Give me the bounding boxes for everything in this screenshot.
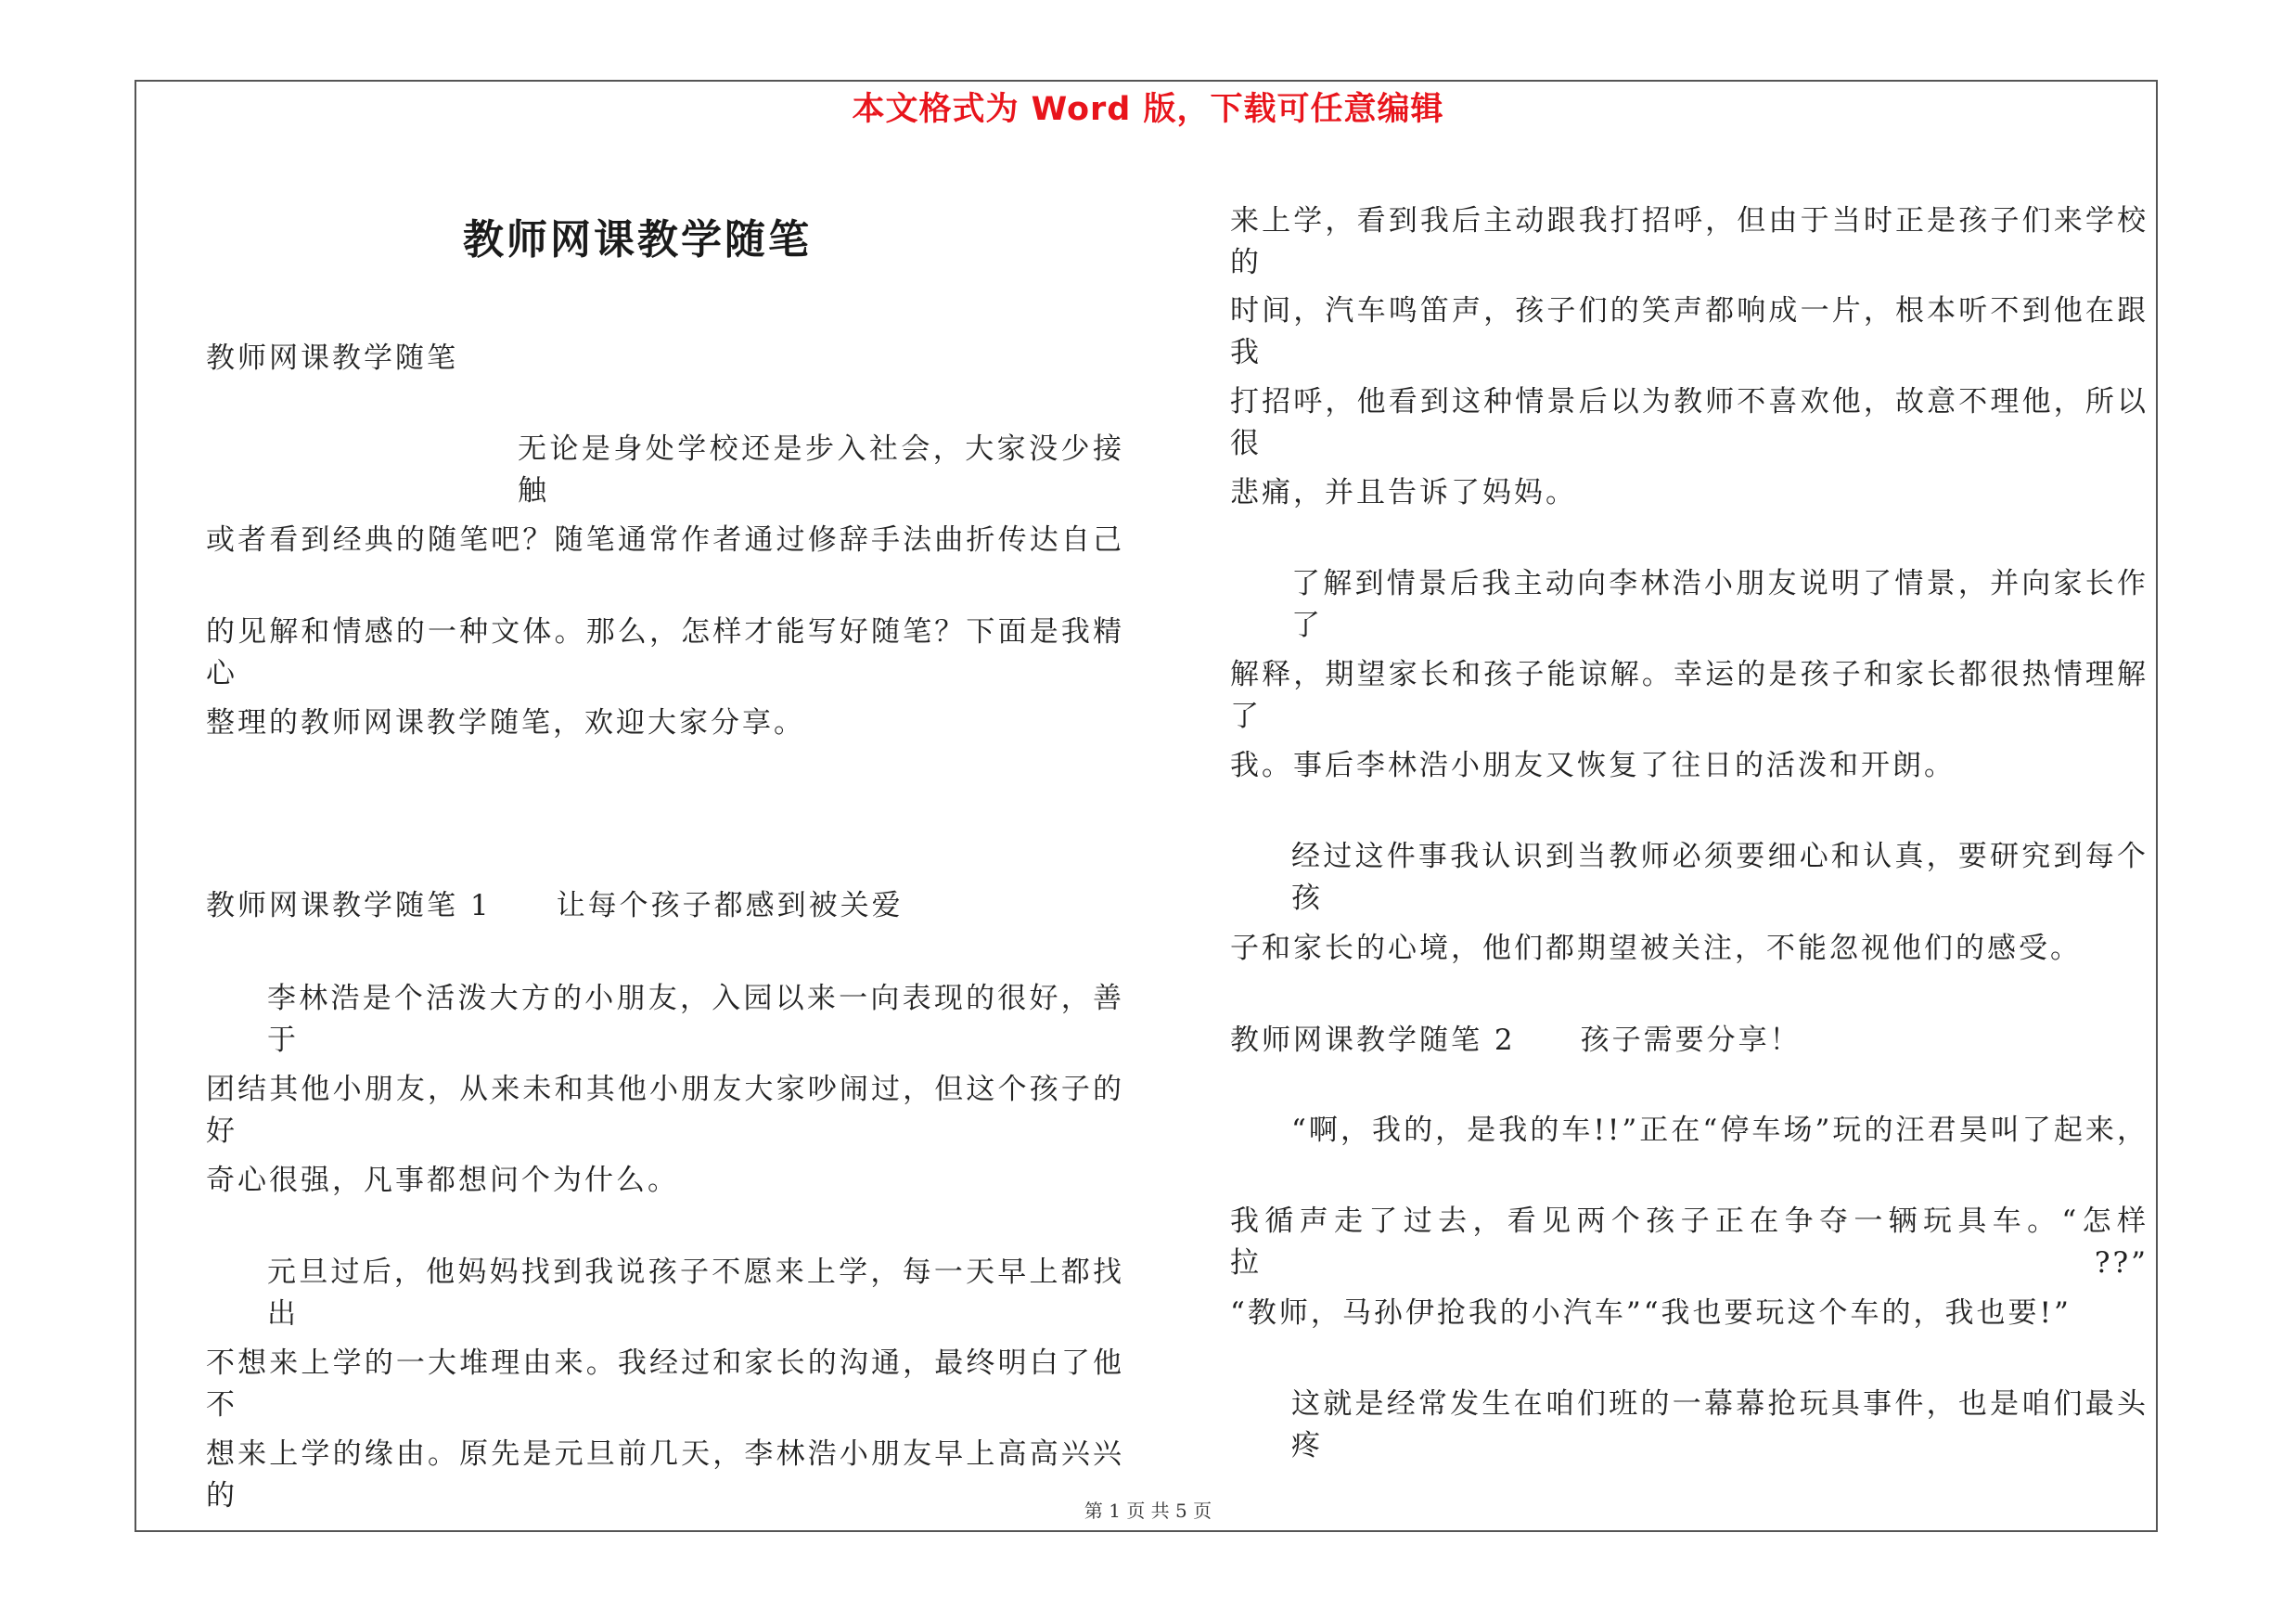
line-text: 的见解和情感的一种文体。那么，怎样才能写好随笔？下面是我精心 <box>206 615 1124 690</box>
line-text: 经过这件事我认识到当教师必须要细心和认真，要研究到每个孩 <box>1291 840 2148 915</box>
line-text: 解释，期望家长和孩子能谅解。幸运的是孩子和家长都很热情理解了 <box>1230 658 2148 733</box>
text-line <box>1230 832 2148 915</box>
section-subtitle: 让每个孩子都感到被关爱 <box>556 889 904 922</box>
text-line <box>1230 1106 2148 1147</box>
text-line <box>206 1065 1124 1148</box>
line-text: 我循声走了过去，看见两个孩子正在争夺一辆玩具车。“怎样拉??” <box>1230 1204 2148 1280</box>
section-subtitle: 孩子需要分享！ <box>1580 1024 1802 1057</box>
line-text: 想来上学的缘由。原先是元旦前几天，李林浩小朋友早上高高兴兴的 <box>206 1437 1124 1513</box>
line-text: “教师，马孙伊抢我的小汽车”“我也要玩这个车的，我也要!” <box>1230 1296 2072 1330</box>
line-text: 不想来上学的一大堆理由来。我经过和家长的沟通，最终明白了他不 <box>206 1346 1124 1422</box>
text-line <box>206 699 805 741</box>
line-text: 教师网课教学随笔 2 <box>1230 1024 1516 1057</box>
line-text: 我。事后李林浩小朋友又恢复了往日的活泼和开朗。 <box>1230 749 1956 782</box>
page-footer: 第 1 页 共 5 页 <box>1084 1500 1212 1522</box>
line-text: 子和家长的心境，他们都期望被关注，不能忽视他们的感受。 <box>1230 932 2082 965</box>
text-line <box>206 334 458 376</box>
line-text: 教师网课教学随笔 <box>206 341 458 375</box>
line-text: 李林浩是个活泼大方的小朋友，入园以来一向表现的很好，善于 <box>267 982 1124 1057</box>
line-text: 无论是身处学校还是步入社会，大家没少接触 <box>518 432 1124 508</box>
text-line <box>206 1156 679 1198</box>
text-line <box>1230 1380 2148 1462</box>
text-line <box>206 608 1124 690</box>
text-line <box>1230 924 2082 966</box>
line-text: 奇心很强，凡事都想问个为什么。 <box>206 1164 679 1197</box>
line-text: 或者看到经典的随笔吧？随笔通常作者通过修辞手法曲折传达自己 <box>206 523 1124 557</box>
text-line <box>1230 1197 2148 1280</box>
section-heading <box>206 882 904 923</box>
text-line <box>206 974 1124 1057</box>
text-line <box>1230 650 2148 733</box>
text-line <box>1230 287 2148 369</box>
text-line <box>206 1430 1124 1513</box>
line-text: 悲痛，并且告诉了妈妈。 <box>1230 476 1577 509</box>
line-text: 团结其他小朋友，从来未和其他小朋友大家吵闹过，但这个孩子的好 <box>206 1073 1124 1148</box>
line-text: 这就是经常发生在咱们班的一幕幕抢玩具事件，也是咱们最头疼 <box>1291 1387 2148 1462</box>
text-line <box>1230 741 1956 783</box>
text-line <box>206 425 1124 508</box>
text-line <box>206 1248 1124 1331</box>
line-text: 教师网课教学随笔 1 <box>206 889 492 922</box>
text-line <box>1230 197 2148 279</box>
format-banner: 本文格式为 Word 版，下载可任意编辑 <box>852 91 1444 128</box>
line-text: 来上学，看到我后主动跟我打招呼，但由于当时正是孩子们来学校的 <box>1230 204 2148 279</box>
text-line <box>1230 378 2148 460</box>
text-line <box>206 1339 1124 1422</box>
line-text: 整理的教师网课教学随笔，欢迎大家分享。 <box>206 706 805 740</box>
section-heading <box>1230 1016 1802 1058</box>
text-line <box>1230 469 1577 510</box>
text-line <box>1230 1289 2072 1331</box>
document-title: 教师网课教学随笔 <box>463 216 812 264</box>
line-text: 时间，汽车鸣笛声，孩子们的笑声都响成一片，根本听不到他在跟我 <box>1230 294 2148 369</box>
line-text: 了解到情景后我主动向李林浩小朋友说明了情景，并向家长作了 <box>1291 567 2148 642</box>
line-text: 元旦过后，他妈妈找到我说孩子不愿来上学，每一天早上都找出 <box>267 1256 1124 1331</box>
text-line <box>1230 560 2148 642</box>
text-line <box>206 516 1124 557</box>
line-text: 打招呼，他看到这种情景后以为教师不喜欢他，故意不理他，所以很 <box>1230 385 2148 460</box>
line-text: “啊，我的，是我的车!!”正在“停车场”玩的汪君昊叫了起来， <box>1291 1114 2148 1147</box>
